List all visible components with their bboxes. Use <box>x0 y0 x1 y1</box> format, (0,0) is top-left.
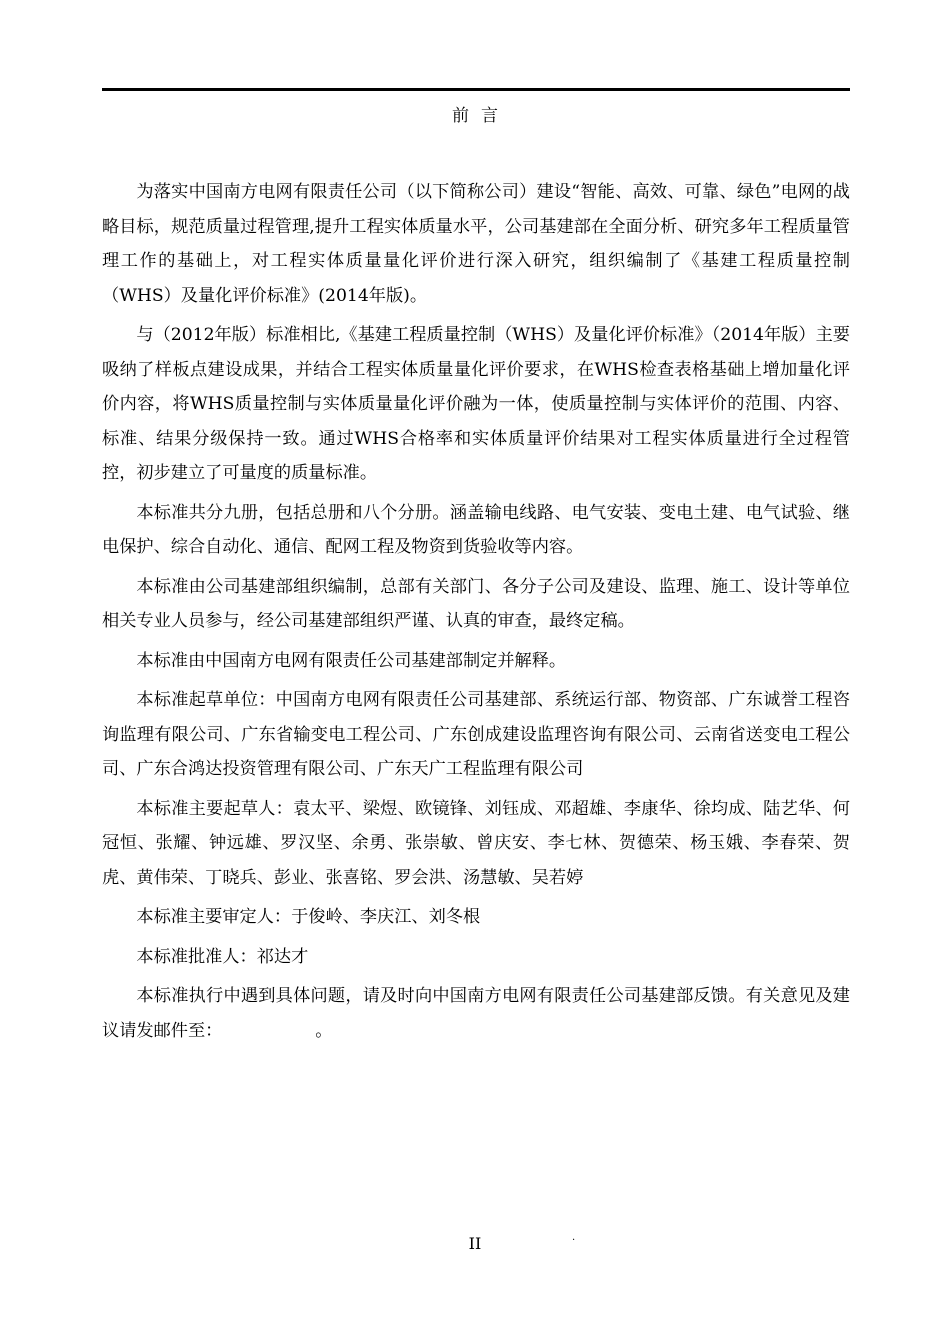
page-title: 前言 <box>452 106 510 126</box>
paragraph-reviewers: 本标准主要审定人：于俊岭、李庆江、刘冬根 <box>136 907 481 927</box>
paragraph-approver: 本标准批准人：祁达才 <box>136 946 309 967</box>
paragraph-feedback: 本标准执行中遇到具体问题，请及时向中国南方电网有限责任公司基建部反馈。有关意见及建议请发邮件至： 。 <box>102 986 850 1041</box>
header-rule <box>102 88 850 91</box>
paragraph-comparison: 与（2012年版）标准相比,《基建工程质量控制（WHS）及量化评价标准》（2014年版）主要吸纳了样板点建设成果，并结合工程实体质量量化评价要求，在WHS检查表格基础上增加量化评价内容，将WHS质量控制与实体质量量化评价融为一体，使质量控制与实体评价的范围、内容、标准、结果分级保持一致。通过WHS合格率和实体质量评价结果对工程实体质量进行全过程管控，初步建立了可量度的质量标准。 <box>102 325 850 483</box>
page-number: II <box>468 1234 482 1253</box>
body-text <box>102 175 850 1048</box>
paragraph-volumes: 本标准共分九册，包括总册和八个分册。涵盖输电线路、电气安装、变电土建、电气试验、继电保护、综合自动化、通信、配网工程及物资到货验收等内容。 <box>102 502 850 557</box>
paragraph-drafting-units: 本标准起草单位：中国南方电网有限责任公司基建部、系统运行部、物资部、广东诚誉工程咨询监理有限公司、广东省输变电工程公司、广东创成建设监理咨询有限公司、云南省送变电工程公司、广东合鸿达投资管理有限公司、广东天广工程监理有限公司 <box>102 690 850 779</box>
paragraph-compilation: 本标准由公司基建部组织编制，总部有关部门、各分子公司及建设、监理、施工、设计等单位相关专业人员参与，经公司基建部组织严谨、认真的审查，最终定稿。 <box>102 576 850 631</box>
paragraph-interpretation: 本标准由中国南方电网有限责任公司基建部制定并解释。 <box>136 650 567 671</box>
paragraph-drafters: 本标准主要起草人：袁太平、梁煜、欧镜锋、刘钰成、邓超雄、李康华、徐均成、陆艺华、何冠恒、张耀、钟远雄、罗汉坚、余勇、张崇敏、曾庆安、李七林、贺德荣、杨玉娥、李春荣、贺虎、黄伟荣、丁晓兵、彭业、张喜铭、罗会洪、汤慧敏、吴若婷 <box>102 798 850 888</box>
paragraph-background: 为落实中国南方电网有限责任公司（以下简称公司）建设“智能、高效、可靠、绿色”电网的战略目标，规范质量过程管理,提升工程实体质量水平，公司基建部在全面分析、研究多年工程质量管理工作的基础上，对工程实体质量量化评价进行深入研究，组织编制了《基建工程质量控制（WHS）及量化评价标准》(2014年版)。 <box>102 182 850 306</box>
footer-mark: . <box>572 1232 576 1243</box>
